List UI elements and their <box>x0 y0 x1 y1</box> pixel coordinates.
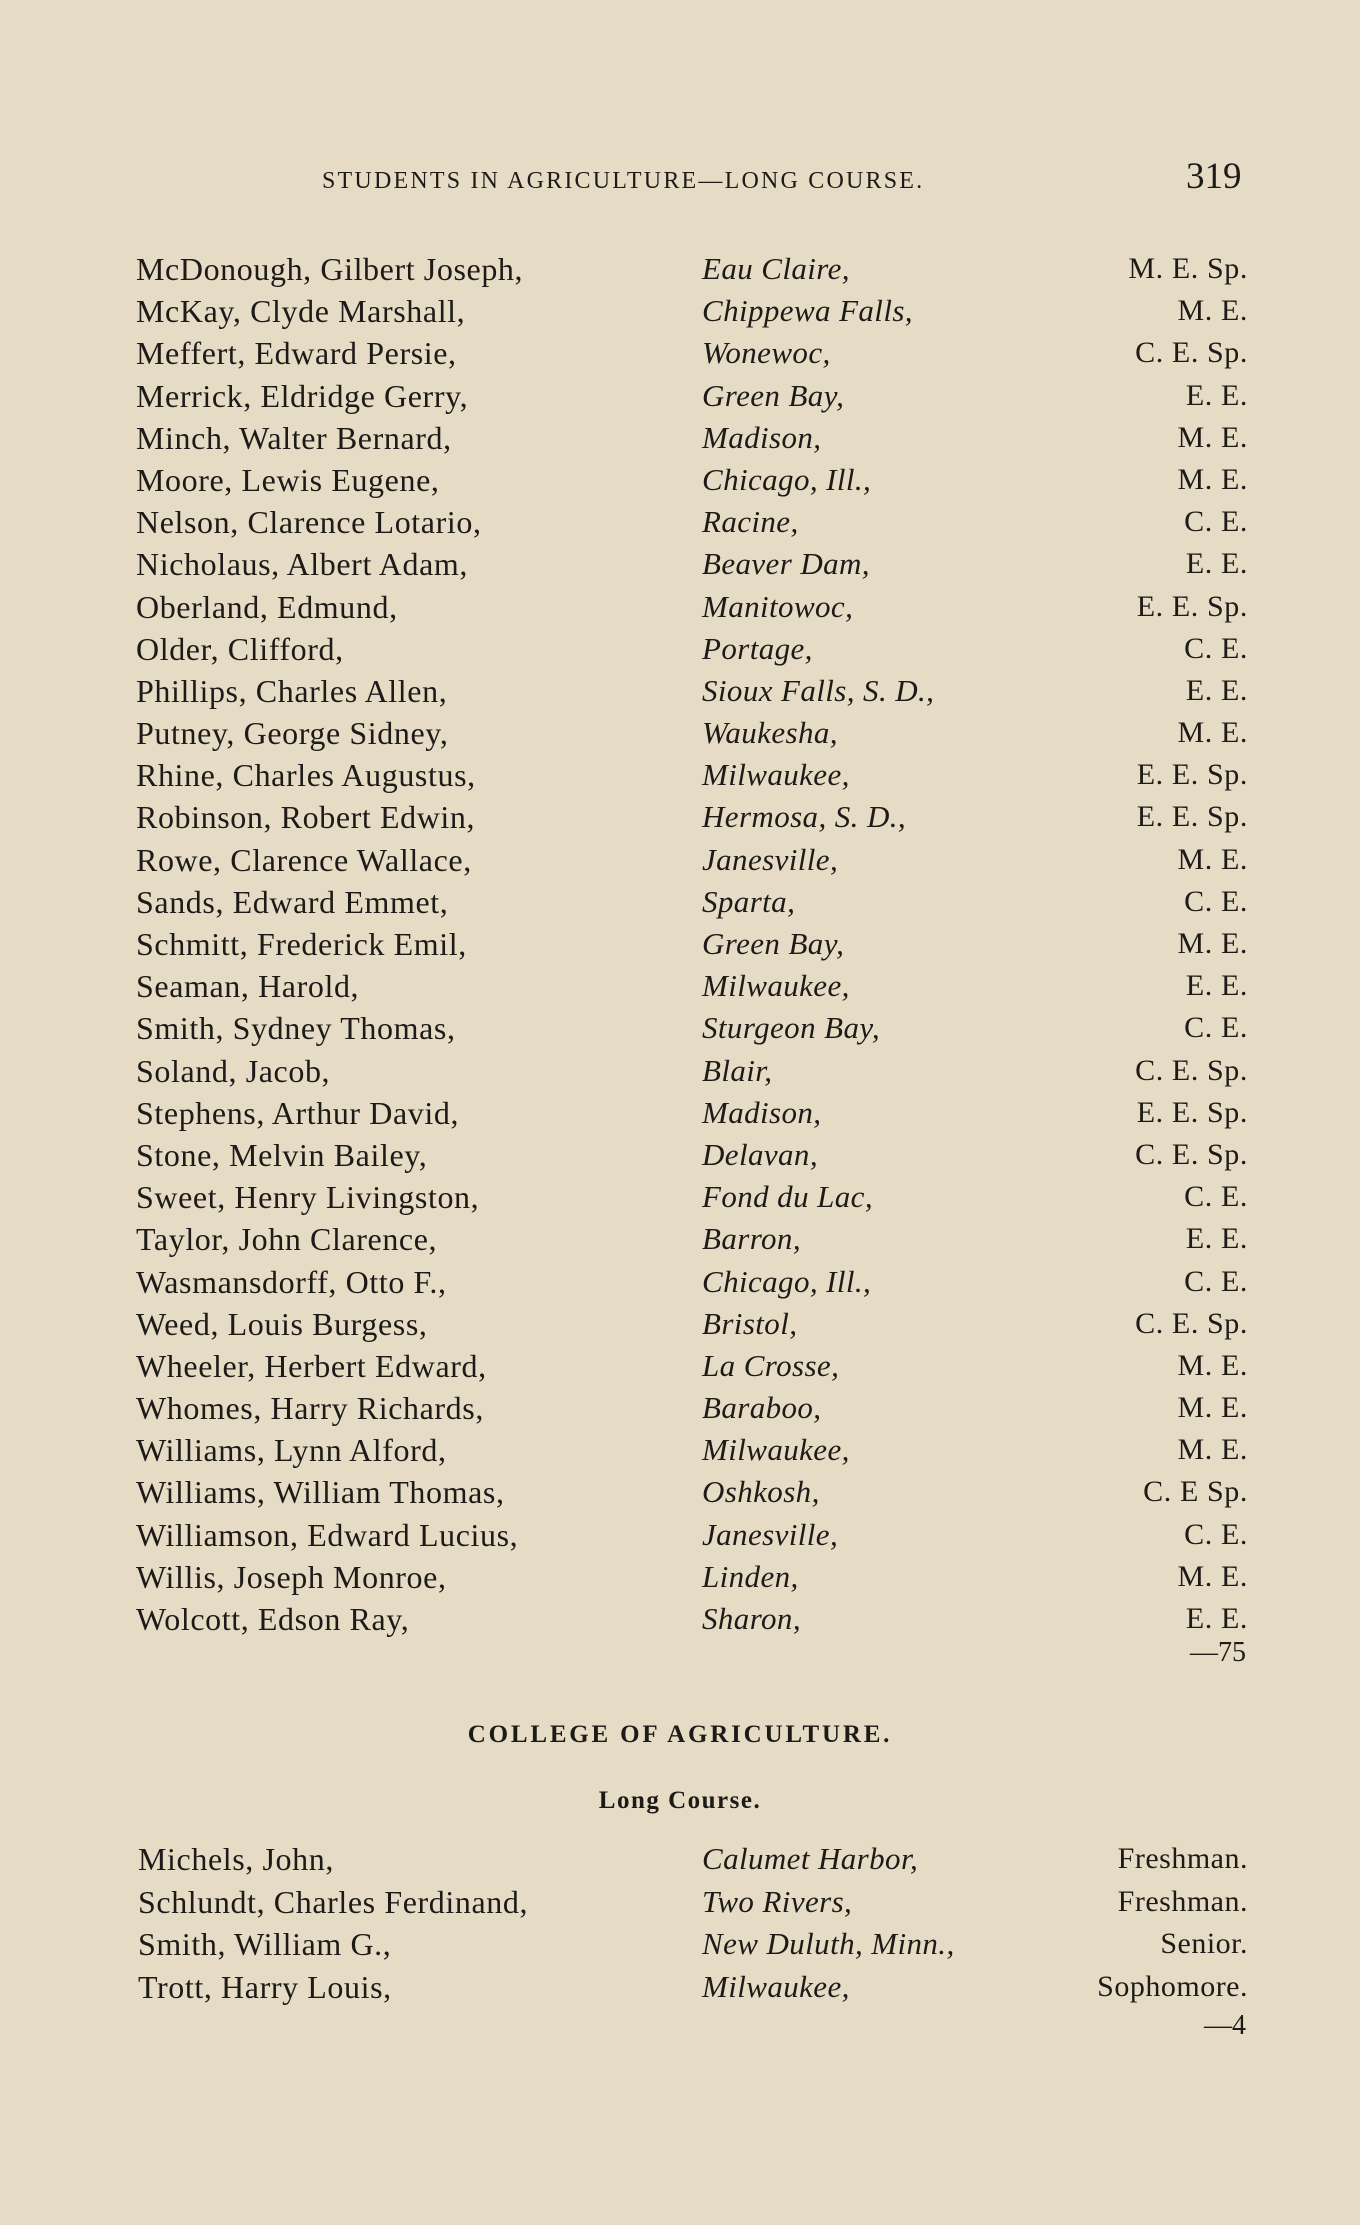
student-name: Weed, Louis Burgess, <box>136 1305 428 1342</box>
student-course: E. E. <box>1185 547 1248 581</box>
student-name: Willis, Joseph Monroe, <box>136 1558 447 1595</box>
student-hometown: Chicago, Ill., <box>702 1263 872 1299</box>
student-course: C. E. Sp. <box>1135 1137 1248 1171</box>
student-course: M. E. <box>1177 842 1248 876</box>
table-row <box>0 965 1360 1007</box>
student-name: Seaman, Harold, <box>136 968 360 1005</box>
student-course: E. E. Sp. <box>1136 800 1248 834</box>
student-hometown: Sioux Falls, S. D., <box>702 672 935 708</box>
student-hometown: Two Rivers, <box>702 1883 853 1919</box>
student-course: M. E. <box>1177 716 1248 750</box>
student-hometown: Barron, <box>702 1221 801 1257</box>
table-row <box>0 290 1360 332</box>
student-name: Robinson, Robert Edwin, <box>136 799 476 836</box>
student-name: Older, Clifford, <box>136 630 344 667</box>
student-hometown: Calumet Harbor, <box>702 1841 919 1876</box>
table-row <box>0 1176 1360 1218</box>
student-year: Senior. <box>1160 1927 1248 1960</box>
student-course: M. E. <box>1177 1391 1248 1425</box>
table-row <box>0 712 1360 754</box>
student-name: Wheeler, Herbert Edward, <box>136 1347 487 1384</box>
student-course: E. E. Sp. <box>1136 758 1248 792</box>
table-row <box>0 501 1360 543</box>
table-row <box>0 543 1360 585</box>
student-name: McKay, Clyde Marshall, <box>136 293 466 330</box>
student-hometown: New Duluth, Minn., <box>702 1926 955 1961</box>
student-name: Sands, Edward Emmet, <box>136 883 449 920</box>
table-row <box>0 628 1360 670</box>
table-row <box>0 670 1360 712</box>
student-course: M. E. <box>1177 294 1248 328</box>
table-row <box>0 881 1360 923</box>
student-name: Merrick, Eldridge Gerry, <box>136 377 469 414</box>
student-name: Rhine, Charles Augustus, <box>136 757 476 794</box>
table-row <box>0 1218 1360 1260</box>
table-row <box>0 1345 1360 1387</box>
agriculture-student-list <box>0 1838 1360 2008</box>
table-row <box>0 1007 1360 1049</box>
student-name: Soland, Jacob, <box>136 1052 331 1089</box>
table-row <box>0 839 1360 881</box>
student-hometown: Milwaukee, <box>702 757 850 793</box>
student-course: E. E. <box>1185 378 1248 412</box>
student-name: Schlundt, Charles Ferdinand, <box>138 1883 529 1920</box>
section-subtitle: Long Course. <box>598 1787 762 1814</box>
student-year: Sophomore. <box>1097 1969 1248 2003</box>
student-course: E. E. Sp. <box>1136 1095 1248 1129</box>
table-row <box>0 417 1360 459</box>
student-course: E. E. <box>1185 969 1248 1003</box>
student-name: Williams, Lynn Alford, <box>136 1432 447 1469</box>
student-name: Stephens, Arthur David, <box>136 1094 460 1131</box>
student-hometown: Fond du Lac, <box>702 1179 873 1215</box>
table-row <box>0 1387 1360 1429</box>
student-course: C. E. <box>1184 884 1248 918</box>
student-name: Williams, William Thomas, <box>136 1474 505 1511</box>
student-course: C. E. <box>1184 1011 1248 1045</box>
table-row <box>0 1261 1360 1303</box>
table-row <box>0 1514 1360 1556</box>
student-hometown: Sparta, <box>702 883 796 919</box>
student-course: C. E. <box>1184 505 1248 539</box>
student-name: Nelson, Clarence Lotario, <box>136 504 482 541</box>
student-hometown: Beaver Dam, <box>702 546 870 582</box>
student-course: C. E. <box>1184 1264 1248 1298</box>
student-course: M. E. <box>1177 1433 1248 1467</box>
students-total: —75 <box>1190 1637 1246 1668</box>
student-hometown: La Crosse, <box>702 1347 840 1383</box>
student-hometown: Milwaukee, <box>702 1968 850 2004</box>
student-course: M. E. <box>1177 420 1248 454</box>
student-hometown: Blair, <box>702 1052 773 1088</box>
student-hometown: Manitowoc, <box>702 588 854 624</box>
student-hometown: Milwaukee, <box>702 1432 850 1468</box>
student-hometown: Chicago, Ill., <box>702 461 872 497</box>
student-name: Whomes, Harry Richards, <box>136 1390 484 1427</box>
student-hometown: Hermosa, S. D., <box>702 799 907 835</box>
table-row <box>0 1429 1360 1471</box>
student-name: Schmitt, Frederick Emil, <box>136 926 467 962</box>
student-course: C. E Sp. <box>1143 1475 1248 1509</box>
student-name: Trott, Harry Louis, <box>138 1968 392 2005</box>
table-row <box>0 1134 1360 1176</box>
student-hometown: Sharon, <box>702 1601 801 1636</box>
table-row <box>0 754 1360 796</box>
student-hometown: Sturgeon Bay, <box>702 1010 880 1046</box>
student-name: Meffert, Edward Persie, <box>136 335 457 372</box>
student-hometown: Baraboo, <box>702 1390 822 1426</box>
student-name: McDonough, Gilbert Joseph, <box>136 251 524 287</box>
student-name: Putney, George Sidney, <box>136 715 449 752</box>
student-hometown: Chippewa Falls, <box>702 293 913 329</box>
student-name: Smith, William G., <box>138 1926 392 1962</box>
student-hometown: Waukesha, <box>702 715 838 751</box>
student-name: Stone, Melvin Bailey, <box>136 1136 428 1173</box>
student-course: M. E. <box>1177 1348 1248 1382</box>
table-row <box>0 375 1360 417</box>
table-row <box>0 459 1360 501</box>
table-row <box>0 1556 1360 1598</box>
student-hometown: Madison, <box>702 419 822 455</box>
student-name: Smith, Sydney Thomas, <box>136 1010 456 1047</box>
student-course: C. E. <box>1184 1517 1248 1551</box>
section-title: COLLEGE OF AGRICULTURE. <box>467 1721 893 1748</box>
student-course: C. E. <box>1184 1180 1248 1214</box>
table-row <box>0 1092 1360 1134</box>
student-course: E. E. <box>1185 1602 1248 1635</box>
student-name: Wolcott, Edson Ray, <box>136 1601 410 1637</box>
table-row <box>0 248 1360 290</box>
table-row <box>0 1050 1360 1092</box>
student-course: M. E. <box>1177 927 1248 960</box>
student-hometown: Green Bay, <box>702 377 845 413</box>
student-year: Freshman. <box>1117 1884 1248 1918</box>
student-course: C. E. Sp. <box>1135 336 1248 370</box>
table-row <box>0 1966 1360 2009</box>
student-name: Moore, Lewis Eugene, <box>136 461 440 498</box>
student-name: Taylor, John Clarence, <box>136 1221 438 1258</box>
table-row <box>0 1881 1360 1924</box>
table-row <box>0 1598 1360 1640</box>
student-hometown: Oshkosh, <box>702 1474 820 1510</box>
table-row <box>0 1923 1360 1966</box>
table-row <box>0 586 1360 628</box>
table-row <box>0 923 1360 965</box>
student-name: Rowe, Clarence Wallace, <box>136 841 472 878</box>
student-hometown: Portage, <box>702 630 813 666</box>
student-course: C. E. Sp. <box>1135 1053 1248 1087</box>
student-name: Phillips, Charles Allen, <box>136 672 448 709</box>
student-name: Sweet, Henry Livingston, <box>136 1179 480 1216</box>
table-row <box>0 1303 1360 1345</box>
student-hometown: Bristol, <box>702 1305 798 1341</box>
student-name: Nicholaus, Albert Adam, <box>136 546 468 583</box>
student-course: E. E. <box>1185 673 1248 707</box>
student-hometown: Racine, <box>702 504 799 540</box>
student-course: E. E. <box>1185 1222 1248 1256</box>
table-row <box>0 796 1360 838</box>
table-row <box>0 1471 1360 1513</box>
student-hometown: Janesville, <box>702 841 839 877</box>
table-row <box>0 1838 1360 1881</box>
student-hometown: Wonewoc, <box>702 335 831 371</box>
student-name: Michels, John, <box>138 1841 334 1877</box>
page-number: 319 <box>1186 156 1242 197</box>
agriculture-total: —4 <box>1204 2010 1246 2041</box>
student-course: C. E. Sp. <box>1135 1306 1248 1340</box>
student-course: M. E. <box>1177 462 1248 496</box>
student-hometown: Madison, <box>702 1094 822 1130</box>
running-head: STUDENTS IN AGRICULTURE—LONG COURSE. <box>322 168 925 194</box>
student-name: Minch, Walter Bernard, <box>136 419 452 456</box>
student-list <box>0 248 1360 1640</box>
table-row <box>0 332 1360 374</box>
student-hometown: Green Bay, <box>702 926 845 961</box>
student-course: E. E. Sp. <box>1136 589 1248 623</box>
student-hometown: Linden, <box>702 1558 799 1594</box>
student-year: Freshman. <box>1117 1842 1248 1875</box>
student-course: C. E. <box>1184 631 1248 665</box>
student-name: Williamson, Edward Lucius, <box>136 1516 519 1553</box>
student-course: M. E. Sp. <box>1128 252 1248 285</box>
student-course: M. E. <box>1177 1559 1248 1593</box>
student-hometown: Eau Claire, <box>702 251 850 286</box>
student-hometown: Delavan, <box>702 1136 818 1172</box>
student-name: Wasmansdorff, Otto F., <box>136 1263 447 1300</box>
student-hometown: Milwaukee, <box>702 968 850 1004</box>
student-hometown: Janesville, <box>702 1516 839 1552</box>
student-name: Oberland, Edmund, <box>136 588 398 625</box>
